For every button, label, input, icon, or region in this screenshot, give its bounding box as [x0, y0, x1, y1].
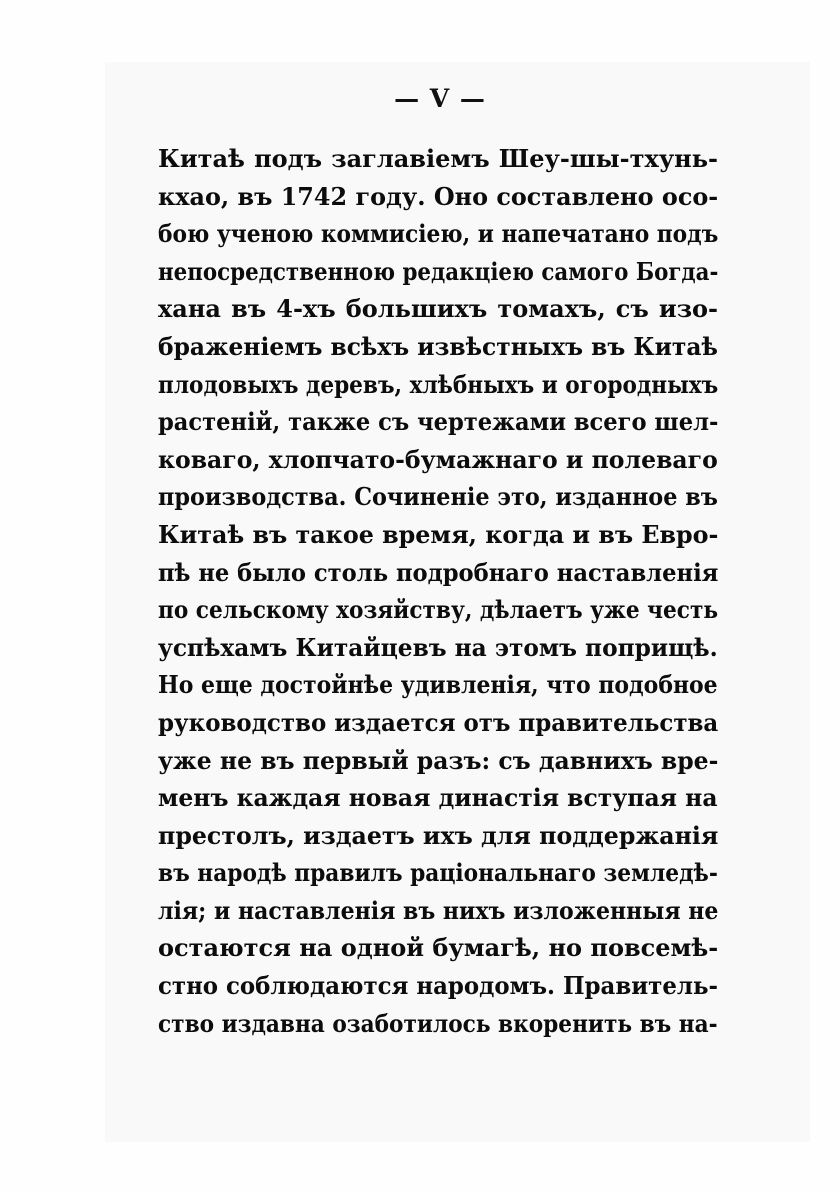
text-line: производства. Сочиненіе это, изданное въ — [158, 482, 718, 512]
text-line: стно соблюдаются народомъ. Правитель- — [158, 971, 718, 1001]
text-line: ство издавна озаботилось вкоренить въ на- — [158, 1008, 718, 1038]
text-line: въ народѣ правилъ раціональнаго земледѣ- — [158, 858, 718, 888]
text-line: Китаѣ подъ заглавіемъ Шеу-шы-тхунь- — [158, 144, 718, 173]
text-line: браженіемъ всѣхъ извѣстныхъ въ Китаѣ — [158, 331, 718, 361]
text-line: лія; и наставленія въ нихъ изложенныя не — [158, 895, 719, 925]
text-line: коваго, хлопчато-бумажнаго и полеваго — [158, 444, 718, 474]
text-line: Но еще достойнѣе удивленія, что подобное — [158, 670, 718, 700]
text-line: престолъ, издаетъ ихъ для поддержанія — [158, 820, 719, 850]
text-line: Китаѣ въ такое время, когда и въ Евро- — [158, 519, 719, 549]
text-line: остаются на одной бумагѣ, но повсемѣ- — [158, 933, 719, 963]
text-line: успѣхамъ Китайцевъ на этомъ поприщѣ. — [158, 632, 718, 662]
text-line: бою ученою коммисіею, и напечатано подъ — [158, 219, 719, 249]
text-line: по сельскому хозяйству, дѣлаетъ уже честь — [158, 595, 719, 625]
text-line: плодовыхъ деревъ, хлѣбныхъ и огородныхъ — [158, 369, 719, 399]
text-line: пѣ не было столь подробнаго наставленія — [158, 557, 719, 587]
text-line: растеній, также съ чертежами всего шел- — [158, 407, 719, 437]
text-line: непосредственною редакціею самого Богда- — [158, 256, 719, 286]
text-line: хана въ 4-хъ большихъ томахъ, съ изо- — [158, 294, 718, 324]
page-number: — V — — [394, 84, 486, 113]
text-line: менъ каждая новая династія вступая на — [158, 783, 718, 813]
text-line: руководство издается отъ правительства — [158, 707, 719, 737]
body-text — [158, 140, 718, 1042]
text-line: кхао, въ 1742 году. Оно составлено осо- — [158, 181, 719, 211]
text-line: уже не въ первый разъ: съ давнихъ вре- — [158, 745, 719, 775]
